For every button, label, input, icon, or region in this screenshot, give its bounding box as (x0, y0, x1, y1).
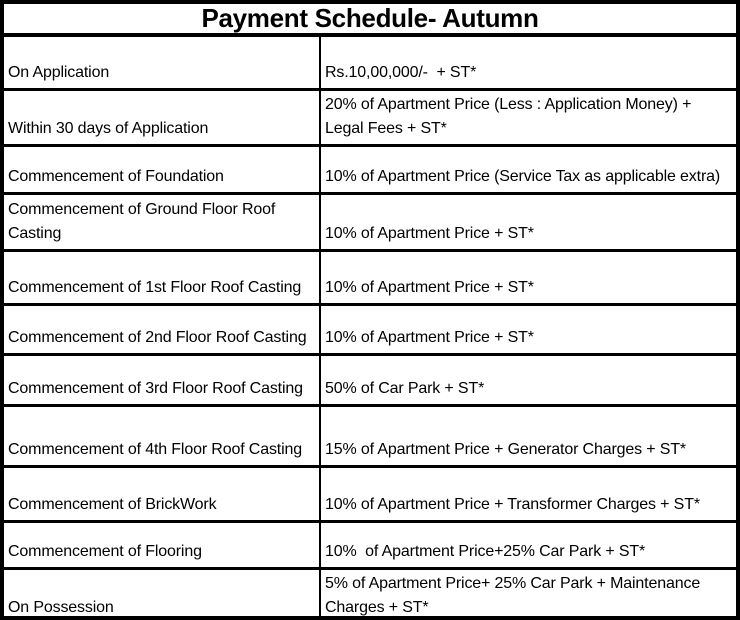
amount-cell: Rs.10,00,000/- + ST* (320, 37, 736, 89)
milestone-cell: On Application (4, 37, 320, 89)
amount-cell: 10% of Apartment Price+25% Car Park + ST* (320, 521, 736, 568)
table-row (4, 145, 736, 193)
amount-cell: 10% of Apartment Price + ST* (320, 250, 736, 304)
table-row (4, 405, 736, 466)
amount-cell: 10% of Apartment Price + ST* (320, 304, 736, 354)
table-row (4, 250, 736, 304)
page-title: Payment Schedule- Autumn (4, 4, 736, 37)
amount-cell: 10% of Apartment Price + Transformer Charges + ST* (320, 466, 736, 521)
milestone-cell: Commencement of Foundation (4, 145, 320, 193)
milestone-cell: Within 30 days of Application (4, 89, 320, 145)
milestone-cell: Commencement of 2nd Floor Roof Casting (4, 304, 320, 354)
milestone-cell: Commencement of Ground Floor Roof Casting (4, 193, 320, 250)
table-row (4, 521, 736, 568)
table-row (4, 89, 736, 145)
amount-cell: 10% of Apartment Price (Service Tax as applicable extra) (320, 145, 736, 193)
milestone-cell: Commencement of 3rd Floor Roof Casting (4, 354, 320, 405)
table-row (4, 568, 736, 620)
amount-cell: 10% of Apartment Price + ST* (320, 193, 736, 250)
table-row (4, 466, 736, 521)
payment-schedule-table (4, 37, 736, 620)
table-row (4, 193, 736, 250)
milestone-cell: On Possession (4, 568, 320, 620)
milestone-cell: Commencement of 4th Floor Roof Casting (4, 405, 320, 466)
table-row (4, 304, 736, 354)
milestone-cell: Commencement of 1st Floor Roof Casting (4, 250, 320, 304)
table-row (4, 37, 736, 89)
amount-cell: 50% of Car Park + ST* (320, 354, 736, 405)
milestone-cell: Commencement of Flooring (4, 521, 320, 568)
amount-cell: 20% of Apartment Price (Less : Application Money) + Legal Fees + ST* (320, 89, 736, 145)
amount-cell: 15% of Apartment Price + Generator Charges + ST* (320, 405, 736, 466)
table-row (4, 354, 736, 405)
amount-cell: 5% of Apartment Price+ 25% Car Park + Maintenance Charges + ST* (320, 568, 736, 620)
milestone-cell: Commencement of BrickWork (4, 466, 320, 521)
